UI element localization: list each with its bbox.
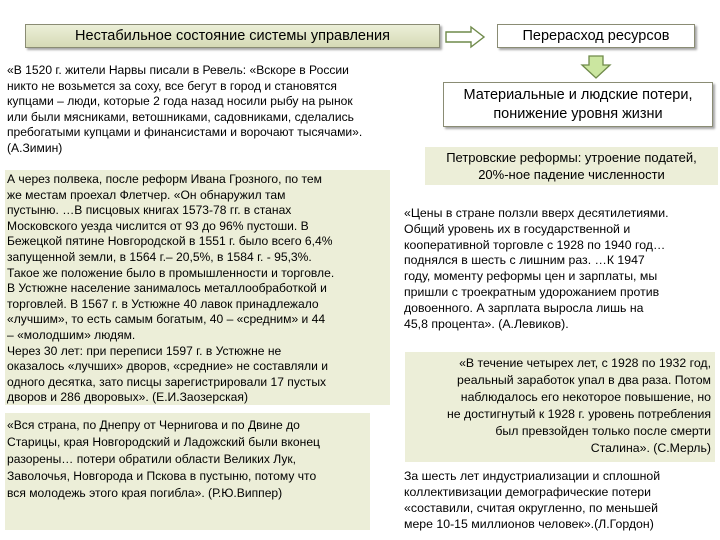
title-resource-overspend: Перерасход ресурсов (497, 24, 695, 48)
title-unstable-system: Нестабильное состояние системы управления (25, 24, 440, 48)
vipper-quote: «Вся страна, по Днепру от Чернигова и по Двине до Старицы, края Новгородский и Ладожский были вконец разорены… потери обратили области Великих Лук, Заволочья, Новгорода и Пскова в пустыню, потому что вся молодежь этого края погибла». (Р.Ю.Виппер) (5, 413, 370, 530)
petrine-reforms-text: Петровские реформы: утроение податей, 20%-ное падение численности (425, 147, 718, 185)
levikov-quote: «Цены в стране ползли вверх десятилетиями. Общий уровень их в государственной и кооперативной торговле с 1928 по 1940 год… поднялся в шесть с лишним раз. …К 1947 году, моменту реформы цен и зарплаты, мы пришли с троекратным удорожанием против довоенного. А зарплата выросла лишь на 45,8 процента». (А.Левиков). (404, 206, 669, 331)
losses-box: Материальные и людские потери, понижение уровня жизни (443, 82, 713, 127)
merl-quote: «В течение четырех лет, с 1928 по 1932 год, реальный заработок упал в два раза. Потом наблюдалось его некоторое повышение, но не достигнутый к 1928 г. уровень потребления был превзойден только после смерти Сталина». (С.Мерль) (405, 352, 715, 462)
gordon-quote: За шесть лет индустриализации и сплошной коллективизации демографические потери «составили, считая округленно, по меньшей мере 10-15 миллионов человек».(Л.Гордон) (404, 469, 661, 531)
arrow-right-icon (445, 26, 485, 48)
arrow-down-icon (581, 55, 611, 79)
zaozerskaya-quote: А через полвека, после реформ Ивана Грозного, по тем же местам проехал Флетчер. «Он обнаружил там пустыню. …В писцовых книгах 1573-78 гг. в станах Московского уезда числится от 93 до 96% пустоши. В Бежецкой пятине Новгородской в 1551 г. было всего 6,4% запущенной земли, в 1564 г.– 20,5%, в 1584 г. - 95,3%. Такое же положение было в промышленности и торговле. В Устюжне население занималось металлообработкой и торговлей. В 1567 г. в Устюжне 40 лавок принадлежало «лучшим», то есть самым богатым, 40 – «средним» и 44 – «молодшим» людям. Через 30 лет: при переписи 1597 г. в Устюжне не оказалось «лучших» дворов, «средние» не составляли и одного десятка, зато писцы зарегистрировали 17 пустых дворов и 286 дворовых». (Е.И.Заозерская) (5, 170, 390, 405)
zimin-quote: «В 1520 г. жители Нарвы писали в Ревель: «Вскоре в России никто не возьмется за соху, все бегут в город и становятся купцами – люди, которые 2 года назад носили рыбу на рынок или были мясниками, ветошниками, садовниками, сделались пребогатыми купцами и финансистами и ворочают тысячами». (А.Зимин) (7, 63, 363, 155)
